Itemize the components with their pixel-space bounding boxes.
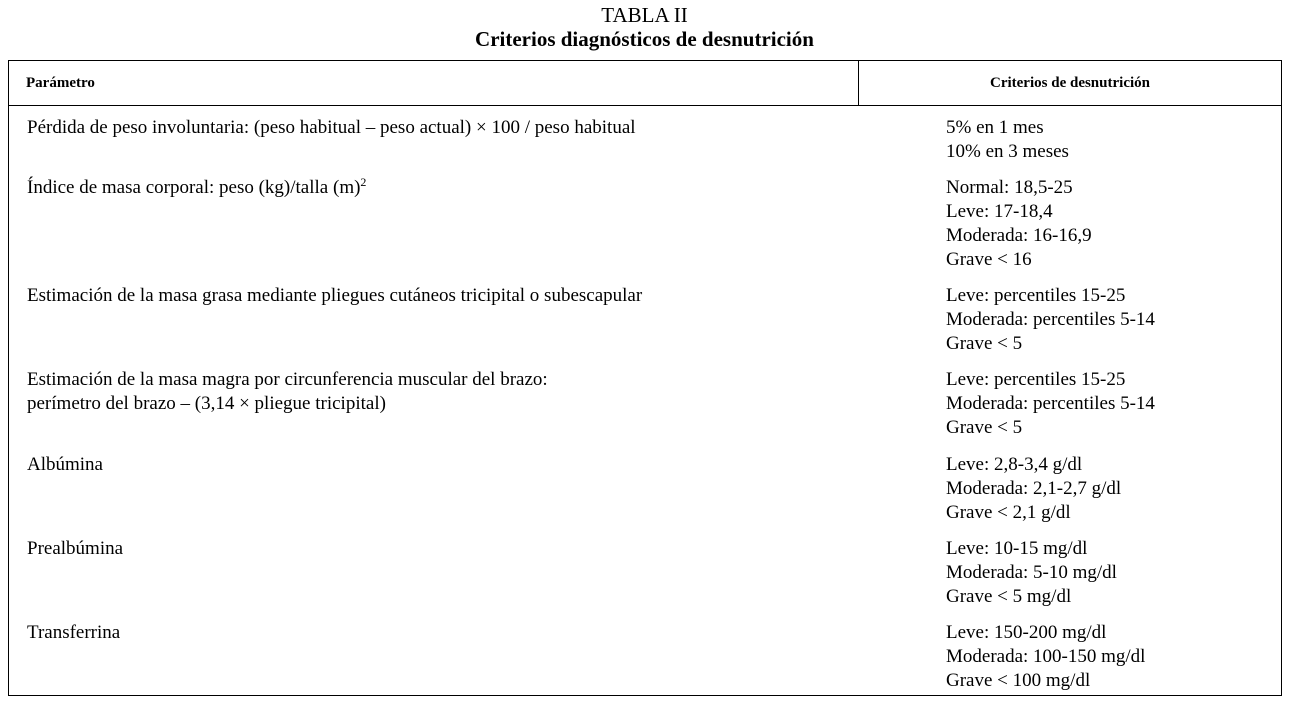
criteria-line: Moderada: 5-10 mg/dl — [946, 562, 1117, 583]
criteria-cell — [946, 176, 1276, 272]
parameter-cell — [27, 176, 847, 200]
parameter-cell — [27, 621, 847, 645]
parameter-cell — [27, 116, 847, 140]
criteria-line: Grave < 5 — [946, 333, 1023, 354]
criteria-cell — [946, 368, 1276, 440]
criteria-line: Leve: percentiles 15-25 — [946, 285, 1126, 306]
parameter-text: Pérdida de peso involuntaria: (peso habitual – peso actual) × 100 / peso habitual — [27, 117, 636, 138]
criteria-line: Moderada: percentiles 5-14 — [946, 309, 1155, 330]
parameter-text: Estimación de la masa magra por circunferencia muscular del brazo: — [27, 369, 548, 390]
parameter-text-main: Índice de masa corporal: peso (kg)/talla (m) — [27, 177, 361, 198]
table-title: Criterios diagnósticos de desnutrición — [475, 27, 814, 51]
parameter-cell — [27, 453, 847, 477]
criteria-line: Grave < 5 mg/dl — [946, 586, 1072, 607]
criteria-table — [8, 60, 1282, 696]
criteria-cell — [946, 284, 1276, 356]
parameter-cell — [27, 537, 847, 561]
table-header-row — [9, 61, 1281, 106]
criteria-line: Grave < 16 — [946, 249, 1032, 270]
criteria-line: Leve: 17-18,4 — [946, 201, 1053, 222]
criteria-line: Grave < 100 mg/dl — [946, 670, 1091, 691]
criteria-line: Moderada: 2,1-2,7 g/dl — [946, 478, 1122, 499]
criteria-line: 5% en 1 mes — [946, 117, 1044, 138]
parameter-text: Prealbúmina — [27, 538, 124, 559]
criteria-line: Grave < 2,1 g/dl — [946, 502, 1071, 523]
criteria-line: Grave < 5 — [946, 417, 1023, 438]
criteria-cell — [946, 116, 1276, 164]
criteria-line: Leve: percentiles 15-25 — [946, 369, 1126, 390]
parameter-cell — [27, 368, 847, 416]
criteria-line: Moderada: percentiles 5-14 — [946, 393, 1155, 414]
criteria-line: 10% en 3 meses — [946, 141, 1069, 162]
parameter-text: Transferrina — [27, 622, 121, 643]
parameter-cell — [27, 284, 847, 308]
criteria-line: Moderada: 16-16,9 — [946, 225, 1092, 246]
criteria-line: Normal: 18,5-25 — [946, 177, 1073, 198]
column-header-criteria: Criterios de desnutrición — [990, 75, 1150, 91]
criteria-line: Moderada: 100-150 mg/dl — [946, 646, 1146, 667]
parameter-text: perímetro del brazo – (3,14 × pliegue tricipital) — [27, 393, 386, 414]
criteria-line: Leve: 150-200 mg/dl — [946, 622, 1107, 643]
criteria-cell — [946, 537, 1276, 609]
criteria-line: Leve: 2,8-3,4 g/dl — [946, 454, 1083, 475]
criteria-cell — [946, 621, 1276, 693]
parameter-text — [27, 176, 847, 200]
parameter-text: Estimación de la masa grasa mediante pliegues cutáneos tricipital o subescapular — [27, 285, 643, 306]
table-caption — [0, 4, 1289, 51]
parameter-text: Albúmina — [27, 454, 103, 475]
criteria-cell — [946, 453, 1276, 525]
column-header-parameter: Parámetro — [9, 61, 859, 105]
superscript: 2 — [360, 175, 367, 189]
table-number: TABLA II — [601, 3, 688, 27]
criteria-line: Leve: 10-15 mg/dl — [946, 538, 1088, 559]
